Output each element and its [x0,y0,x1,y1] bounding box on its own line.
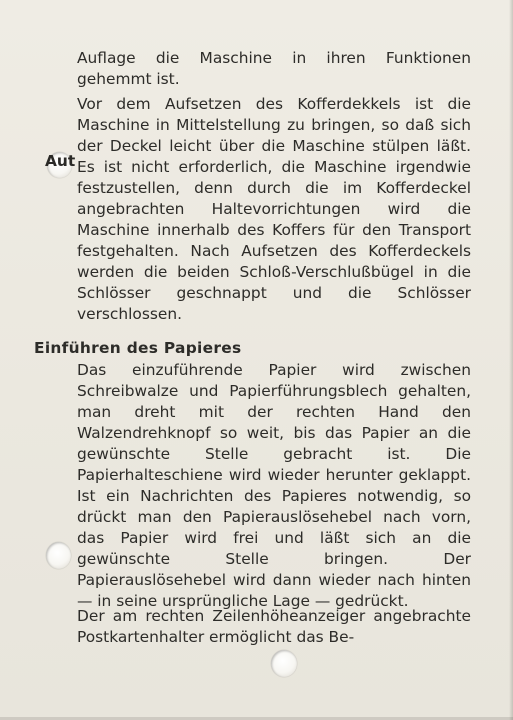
punch-hole-bottom [271,650,297,677]
margin-fragment: Aut [45,152,76,170]
page-edge-shadow [509,0,513,720]
punch-hole-middle [46,542,71,569]
paragraph-continuation: Auflage die Maschine in ihren Funktionen gehemmt ist. [77,49,471,88]
paragraph-postcard-holder: Der am rechten Zeilenhöheanzeiger angebrachte Postkartenhalter ermöglicht das Be- [77,607,471,646]
paragraph-paper-insertion: Das einzuführende Papier wird zwischen Schreibwalze und Papierführungsblech gehalten, man dreht mit der rechten Hand den Walzendrehknopf so weit, bis das Papier an die gewünschte Stelle gebracht ist. Die Papierhalteschiene wird wieder herunter geklappt. Ist ein Nachrichten des Papieres notwendig, so drückt man den Papierauslösehebel nach vorn, das Papier wird frei und läßt sich an die gewünschte Stelle bringen. Der Papierauslösehebel wird dann wieder nach hinten — in seine ursprüngliche Lage — gedrückt. [77,361,471,610]
paragraph-closing-lid: Vor dem Aufsetzen des Kofferdekkels ist die Maschine in Mittelstellung zu bringen, so daß sich der Deckel leicht über die Maschine stülpen läßt. Es ist nicht erforderlich, die Maschine irgendwie festzustellen, denn durch die im Kofferdeckel angebrachten Haltevorrichtungen wird die Maschine innerhalb des Koffers für den Transport festgehalten. Nach Aufsetzen des Kofferdeckels werden die beiden Schloß-Verschlußbügel in die Schlösser geschnappt und die Schlösser verschlossen. [77,95,471,323]
section-heading: Einführen des Papieres [34,339,242,357]
